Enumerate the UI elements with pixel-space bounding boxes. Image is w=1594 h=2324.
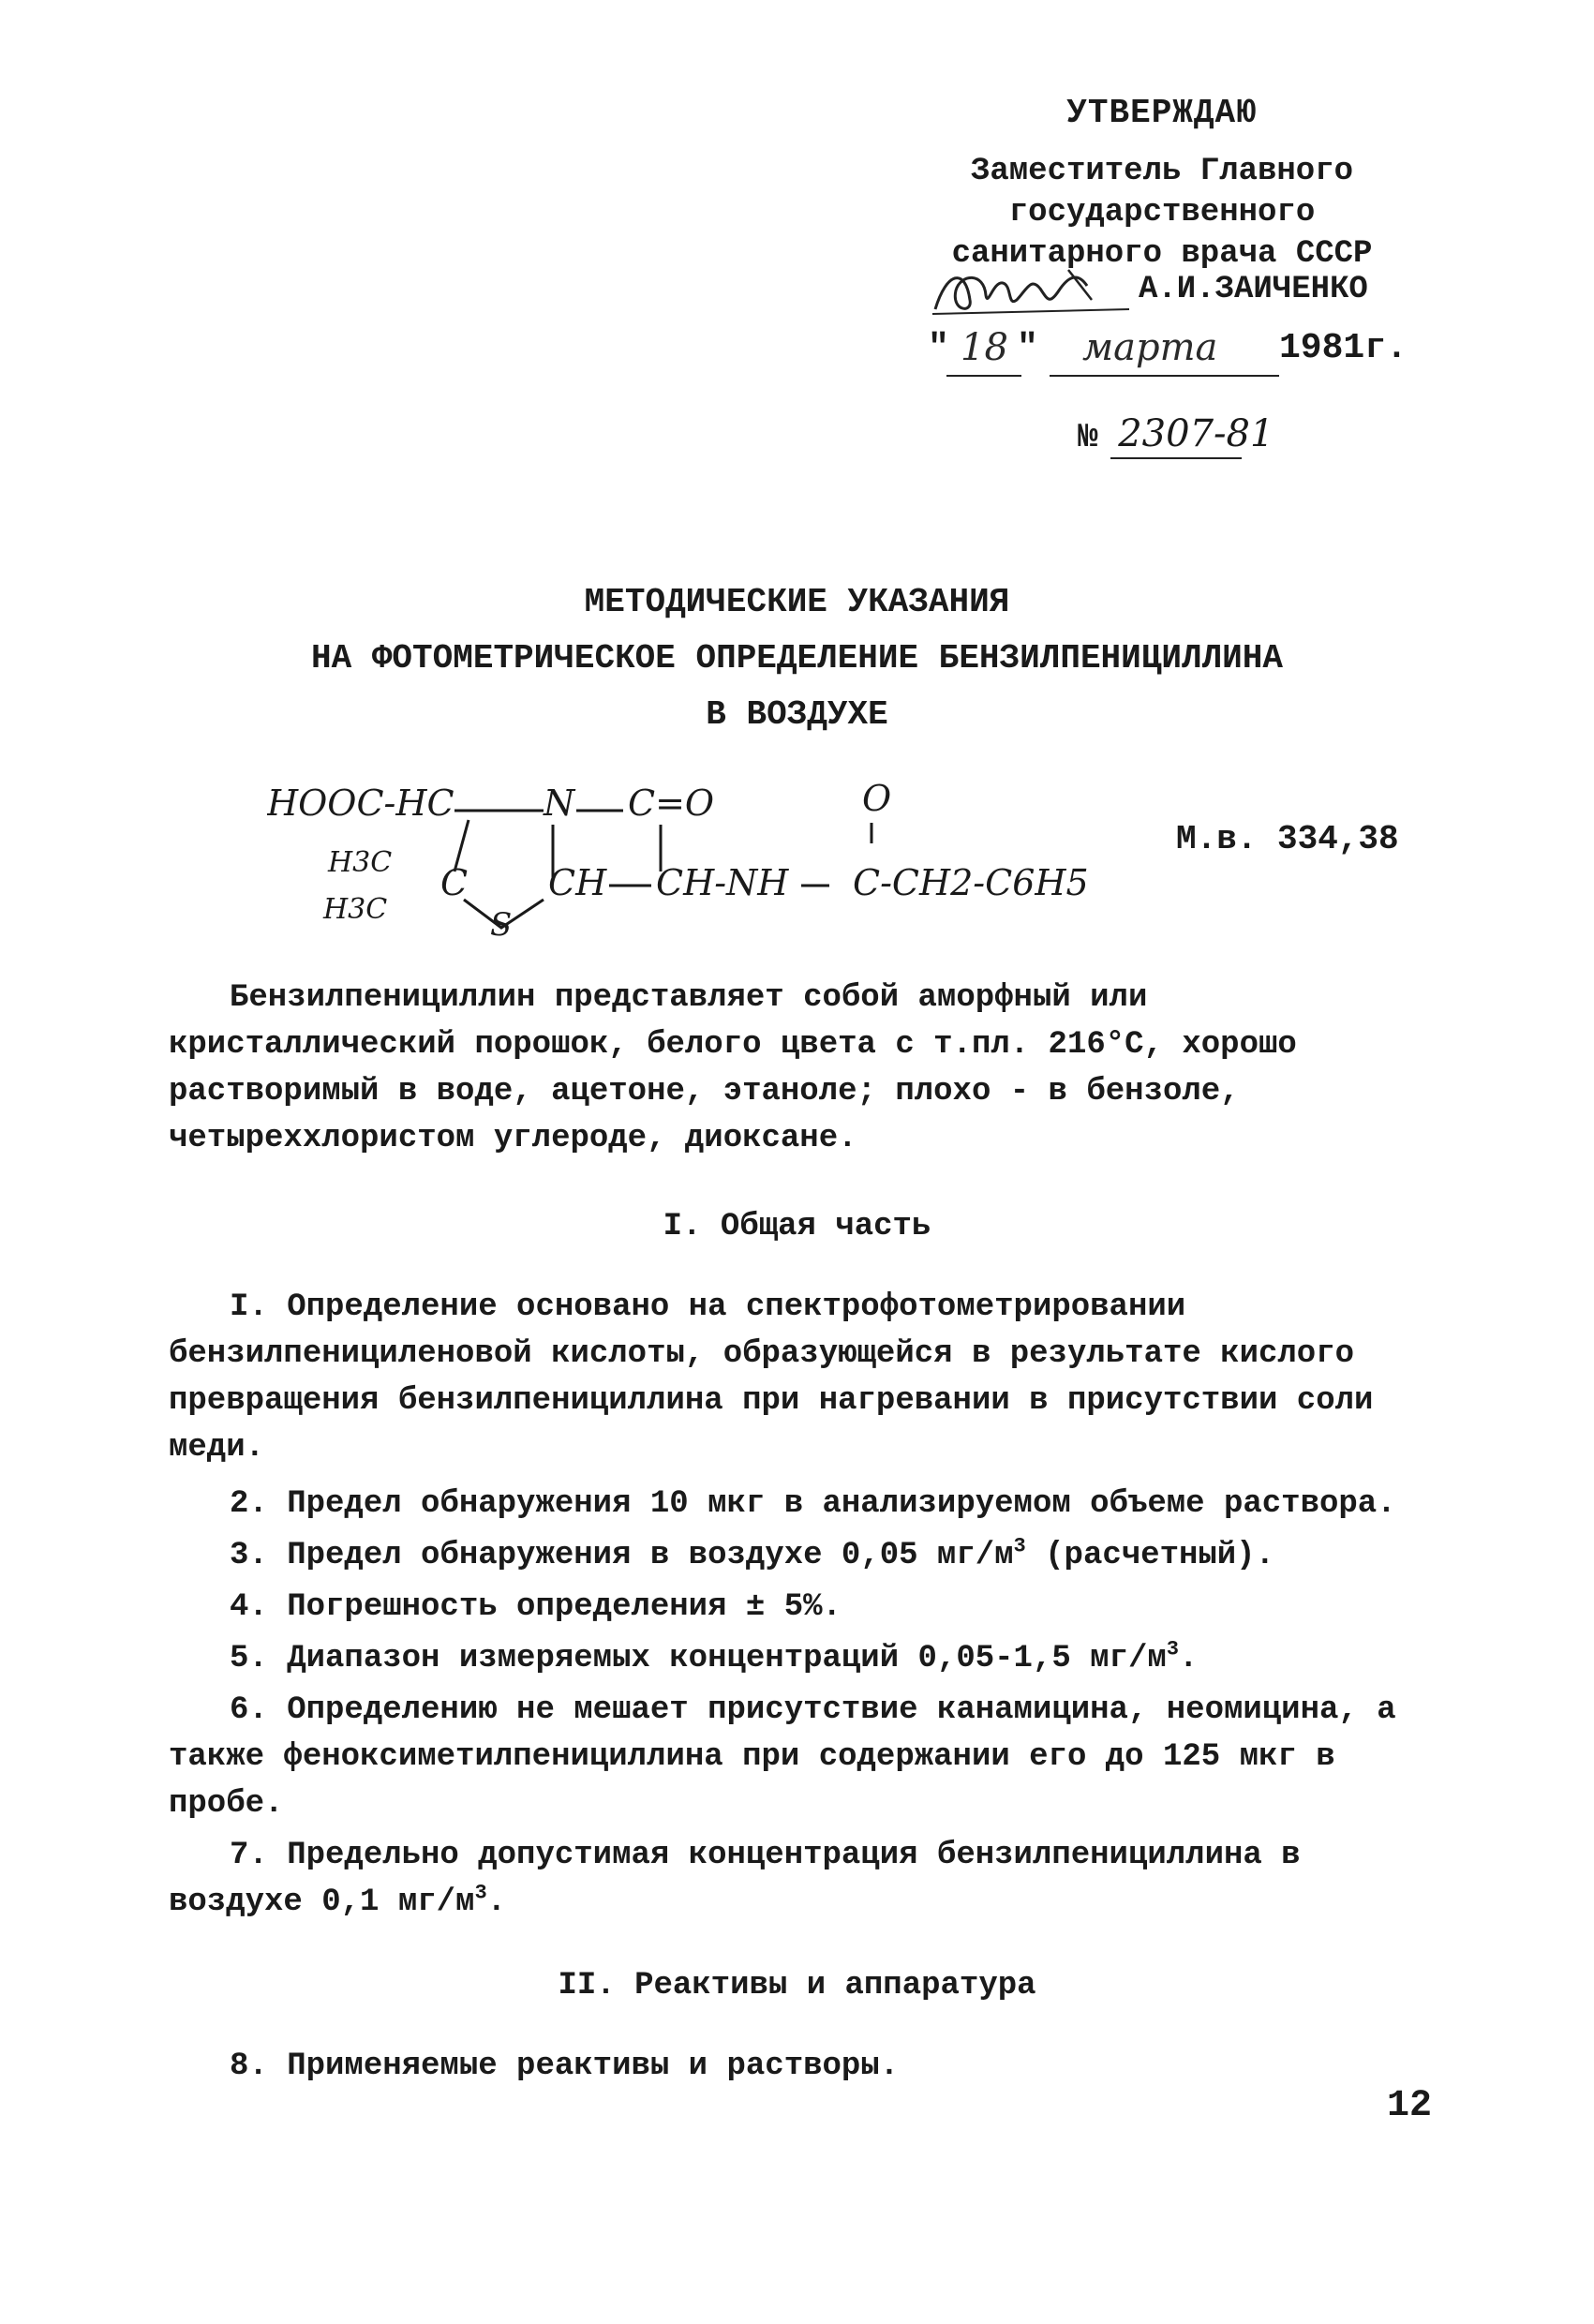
registration-value: 2307-81	[1118, 412, 1274, 455]
registration-number	[1078, 412, 1274, 456]
formula-tail: C-CH2-C6H5	[853, 862, 1089, 903]
formula-h3c-1: H3C	[328, 846, 393, 879]
item-5-superscript: 3	[1166, 1637, 1179, 1661]
item-8: 8. Применяемые реактивы и растворы.	[230, 2048, 900, 2084]
item-3	[230, 1532, 1513, 1579]
approval-position-line-3: санитарного врача СССР	[951, 236, 1373, 272]
item-5-text: 5. Диапазон измеряемых концентраций 0,05-1,5 мг/м	[230, 1641, 1167, 1676]
date-quote-open: "	[928, 328, 949, 368]
page-number: 12	[1387, 2085, 1433, 2127]
signature-row	[928, 262, 1415, 319]
handwritten-signature	[928, 262, 1134, 319]
approval-position-line-1: Заместитель Главного	[970, 154, 1354, 189]
registration-underline	[1110, 457, 1242, 459]
formula-s: S	[490, 906, 513, 937]
structural-formula	[267, 768, 1167, 937]
item-7	[169, 1832, 1452, 1926]
document-title-line-3: В ВОЗДУХЕ	[706, 695, 888, 734]
item-3-superscript: 3	[1013, 1534, 1026, 1558]
approval-date	[928, 328, 1415, 384]
formula-n: N	[544, 782, 575, 824]
date-year: 1981г.	[1279, 328, 1408, 368]
date-day: 18	[961, 326, 1008, 369]
formula-c-eq-o: C=O	[628, 782, 715, 824]
item-4: 4. Погрешность определения ± 5%.	[230, 1589, 842, 1625]
date-day-underline	[946, 375, 1021, 377]
item-7-suffix: .	[486, 1885, 507, 1920]
section-heading-1: I. Общая часть	[663, 1209, 931, 1244]
item-7-superscript: 3	[474, 1881, 487, 1905]
registration-prefix: №	[1078, 418, 1098, 456]
formula-ch-nh: CH-NH	[656, 862, 789, 903]
signer-name: А.И.ЗАИЧЕНКО	[1139, 272, 1368, 307]
date-quote-close: "	[1017, 328, 1038, 368]
item-5-suffix: .	[1178, 1641, 1199, 1676]
formula-hooc: HOOC-HC	[267, 782, 454, 824]
intro-paragraph: Бензилпенициллин представляет собой аморфный или кристаллический порошок, белого цвета с т.пл. 216°С, хорошо растворимый в воде, ацетоне, этаноле; плохо - в бензоле, четыреххлористом углероде, диоксане.	[169, 980, 1297, 1156]
formula-ch: CH	[548, 862, 607, 903]
document-title-line-2: НА ФОТОМЕТРИЧЕСКОЕ ОПРЕДЕЛЕНИЕ БЕНЗИЛПЕНИЦИЛЛИНА	[311, 639, 1283, 678]
approval-title: УТВЕРЖДАЮ	[1066, 94, 1258, 132]
item-5	[230, 1635, 1513, 1682]
formula-c-center: C	[440, 862, 469, 903]
document-title-line-1: МЕТОДИЧЕСКИЕ УКАЗАНИЯ	[584, 583, 1010, 621]
date-month-underline	[1050, 375, 1279, 377]
item-3-text: 3. Предел обнаружения в воздухе 0,05 мг/м	[230, 1538, 1014, 1573]
molecular-weight: М.в. 334,38	[1176, 820, 1399, 858]
item-1: I. Определение основано на спектрофотометрировании бензилпенициленовой кислоты, образующейся в результате кислого превращения бензилпенициллина при нагревании в присутствии соли меди.	[169, 1289, 1374, 1466]
item-3-suffix: (расчетный).	[1025, 1538, 1274, 1573]
formula-o-top: O	[862, 778, 892, 819]
formula-h3c-2: H3C	[323, 893, 388, 926]
item-6: 6. Определению не мешает присутствие канамицина, неомицина, а также феноксиметилпенициллина при содержании его до 125 мкг в пробе.	[169, 1692, 1396, 1822]
approval-block	[900, 94, 1424, 275]
date-month: марта	[1082, 326, 1218, 369]
approval-position-line-2: государственного	[1008, 195, 1316, 231]
item-2: 2. Предел обнаружения 10 мкг в анализируемом объеме раствора.	[230, 1486, 1396, 1522]
section-heading-2: II. Реактивы и аппаратура	[558, 1968, 1036, 2004]
item-7-text: 7. Предельно допустимая концентрация бензилпенициллина в воздухе 0,1 мг/м	[169, 1838, 1301, 1920]
